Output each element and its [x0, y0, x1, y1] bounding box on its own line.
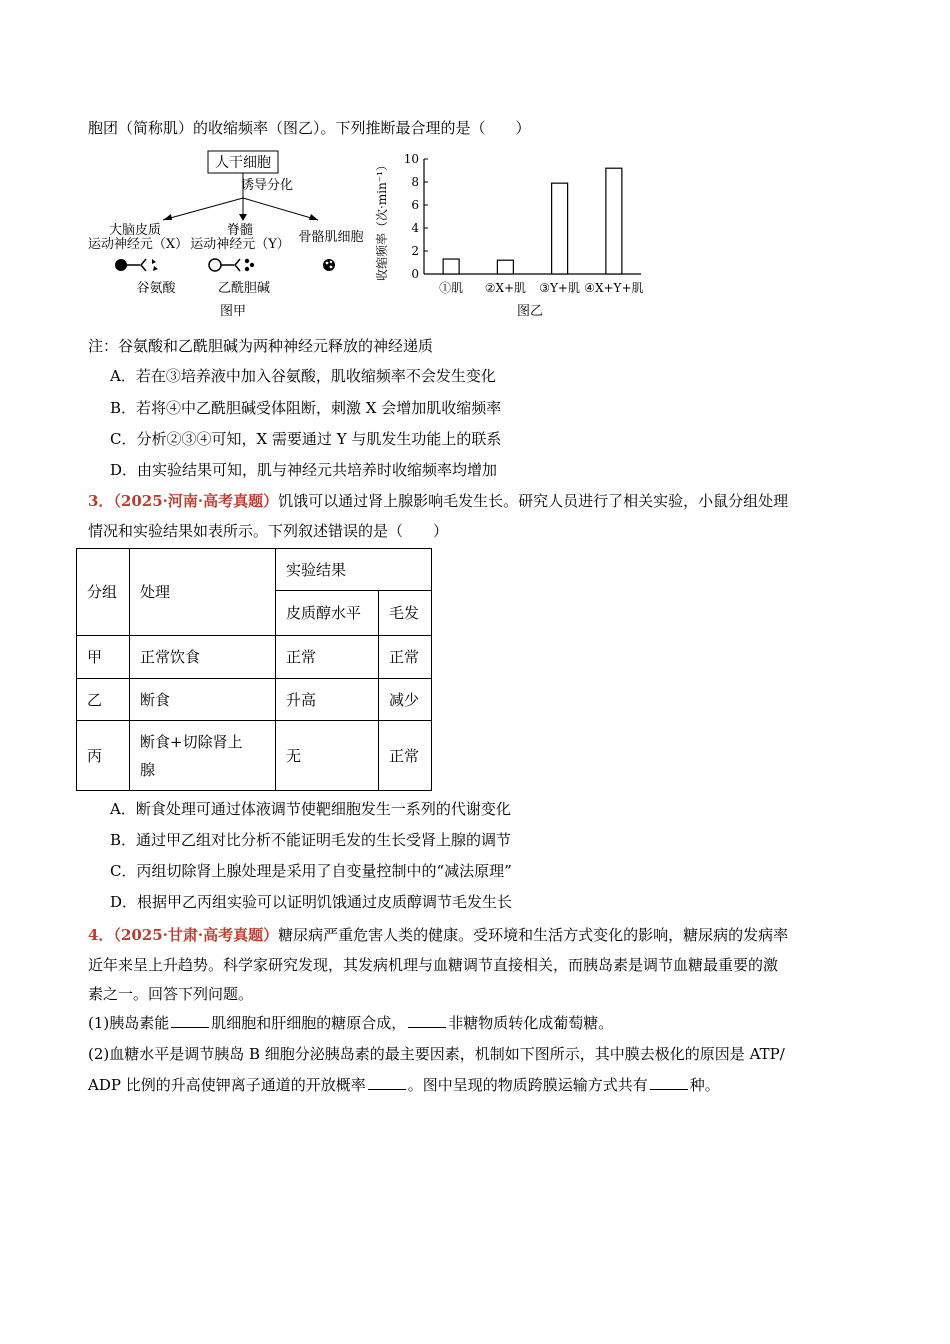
node-x-line2: 运动神经元（X） — [88, 237, 189, 252]
table-cell: 正常饮食 — [130, 636, 276, 679]
x-tick-label: ②X+肌 — [484, 281, 527, 295]
induce-label: 诱导分化 — [241, 178, 294, 193]
q4-p1-text-a: (1)胰岛素能 — [88, 1014, 170, 1032]
chart-bar — [497, 260, 513, 274]
y-tick-label: 10 — [403, 152, 419, 166]
chart-bar — [552, 183, 568, 274]
table-cell — [130, 721, 276, 791]
chart-y-axis-label: 收缩频率（次·min⁻¹） — [375, 159, 389, 281]
arrow-to-muscle — [243, 198, 318, 220]
table-cell-line: 腺 — [140, 760, 156, 779]
question-4-stem-line1: 糖尿病严重危害人类的健康。受环境和生活方式变化的影响，糖尿病的发病率 — [278, 926, 789, 944]
x-tick-label: ③Y+肌 — [539, 281, 580, 295]
chart-bar — [606, 168, 622, 274]
q4-p1-text-b: 肌细胞和肝细胞的糖原合成， — [211, 1014, 407, 1032]
table-cell: 减少 — [379, 679, 432, 721]
chart-bar — [443, 259, 459, 274]
question-3-option-c: C．丙组切除肾上腺处理是采用了自变量控制中的“减法原理” — [110, 862, 512, 880]
question-2-option-b: B．若将④中乙酰胆碱受体阻断，刺激 X 会增加肌收缩频率 — [110, 399, 502, 417]
table-header-cortisol: 皮质醇水平 — [276, 591, 379, 636]
figure-jia-yi — [88, 150, 658, 325]
q4-p1-text-c: 非糖物质转化成葡萄糖。 — [448, 1014, 614, 1032]
answer-blank[interactable] — [368, 1075, 406, 1090]
table-cell: 断食 — [130, 679, 276, 721]
neuron-y-icon — [209, 259, 254, 271]
question-3-option-a: A．断食处理可通过体液调节使靶细胞发生一系列的代谢变化 — [110, 800, 511, 818]
answer-blank[interactable] — [408, 1013, 446, 1028]
experiment-table — [76, 548, 432, 791]
node-x-line1: 大脑皮质 — [108, 223, 162, 238]
question-4-part-1 — [88, 1013, 613, 1033]
stem-cell-label: 人干细胞 — [215, 155, 271, 171]
question-3-source: （2025·河南·高考真题） — [113, 492, 279, 510]
table-cell-line: 断食+切除肾上 — [140, 732, 243, 751]
x-tick-label: ①肌 — [439, 281, 464, 295]
answer-blank[interactable] — [650, 1075, 688, 1090]
q4-p2-text-c: 种。 — [689, 1076, 720, 1094]
figure-jia-diagram — [88, 151, 364, 319]
arrow-to-x — [163, 198, 243, 220]
table-header-group: 分组 — [77, 549, 130, 636]
table-cell: 无 — [276, 721, 379, 791]
nt-acetylcholine: 乙酰胆碱 — [217, 281, 271, 296]
node-y-line2: 运动神经元（Y） — [190, 237, 290, 252]
question-2-stem-tail: 胞团（简称肌）的收缩频率（图乙）。下列推断最合理的是（ ） — [88, 119, 531, 137]
question-3-option-d: D．根据甲乙丙组实验可以证明饥饿通过皮质醇调节毛发生长 — [110, 893, 513, 911]
question-3-stem — [88, 491, 788, 511]
question-2-option-d: D．由实验结果可知，肌与神经元共培养时收缩频率均增加 — [110, 461, 498, 479]
question-4-stem-line2: 近年来呈上升趋势。科学家研究发现，其发病机理与血糖调节直接相关，而胰岛素是调节血糖最重要的激 — [88, 956, 779, 974]
y-tick-label: 6 — [411, 198, 419, 212]
table-cell: 正常 — [276, 636, 379, 679]
question-4-number: 4． — [88, 926, 114, 944]
question-2-option-c: C．分析②③④可知，X 需要通过 Y 与肌发生功能上的联系 — [110, 430, 502, 448]
table-header-hair: 毛发 — [379, 591, 432, 636]
node-muscle: 骨骼肌细胞 — [298, 230, 364, 245]
table-row — [77, 679, 432, 721]
table-cell: 升高 — [276, 679, 379, 721]
question-4-stem — [88, 925, 788, 945]
answer-blank[interactable] — [171, 1013, 209, 1028]
question-4-part-2-line1: (2)血糖水平是调节胰岛 B 细胞分泌胰岛素的最主要因素，机制如下图所示，其中膜去极化的原因是 ATP/ — [88, 1045, 785, 1063]
table-cell: 正常 — [379, 721, 432, 791]
question-3-option-b: B．通过甲乙组对比分析不能证明毛发的生长受肾上腺的调节 — [110, 831, 512, 849]
table-cell: 正常 — [379, 636, 432, 679]
y-tick-label: 4 — [411, 221, 419, 235]
question-4-source: （2025·甘肃·高考真题） — [113, 926, 279, 944]
table-cell: 甲 — [77, 636, 130, 679]
question-4-part-2-line2 — [88, 1075, 720, 1095]
y-tick-label: 0 — [411, 267, 419, 281]
question-4-stem-line3: 素之一。回答下列问题。 — [88, 985, 254, 1003]
table-row — [77, 721, 432, 791]
question-2-note: 注：谷氨酸和乙酰胆碱为两种神经元释放的神经递质 — [88, 337, 434, 355]
neuron-x-icon — [115, 259, 158, 271]
question-3-number: 3． — [88, 492, 114, 510]
table-cell: 乙 — [77, 679, 130, 721]
table-row — [77, 636, 432, 679]
q4-p2-text-a: ADP 比例的升高使钾离子通道的开放概率 — [88, 1076, 366, 1094]
question-3-stem-line2: 情况和实验结果如表所示。下列叙述错误的是（ ） — [88, 522, 449, 540]
table-cell: 丙 — [77, 721, 130, 791]
y-tick-label: 8 — [411, 175, 419, 189]
table-header-result: 实验结果 — [276, 549, 432, 591]
question-3-stem-line1: 饥饿可以通过肾上腺影响毛发生长。研究人员进行了相关实验，小鼠分组处理 — [278, 492, 789, 510]
nt-glutamate: 谷氨酸 — [136, 281, 176, 296]
figure-yi-chart — [374, 152, 644, 319]
muscle-cell-icon — [323, 259, 335, 271]
y-tick-label: 2 — [411, 244, 419, 258]
x-tick-label: ④X+Y+肌 — [584, 281, 644, 295]
node-y-line1: 脊髓 — [226, 223, 254, 238]
q4-p2-text-b: 。图中呈现的物质跨膜运输方式共有 — [407, 1076, 648, 1094]
table-header-treatment: 处理 — [130, 549, 276, 636]
figure-yi-caption: 图乙 — [516, 304, 544, 319]
figure-jia-caption: 图甲 — [219, 304, 247, 319]
question-2-option-a: A．若在③培养液中加入谷氨酸，肌收缩频率不会发生变化 — [110, 367, 496, 385]
